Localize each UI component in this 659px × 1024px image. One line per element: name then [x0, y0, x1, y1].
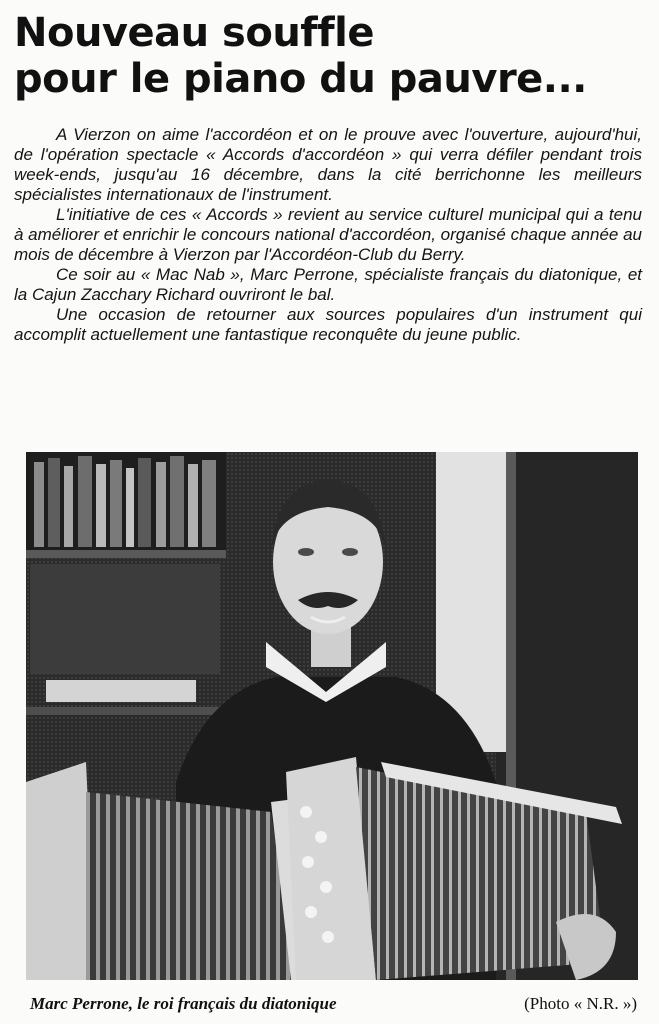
- headline-line-2: pour le piano du pauvre...: [14, 56, 587, 102]
- article-body: [14, 125, 642, 345]
- photo-caption: Marc Perrone, le roi français du diatonique: [30, 994, 337, 1013]
- article-paragraph: Ce soir au « Mac Nab », Marc Perrone, spécialiste français du diatonique, et la Cajun Zacchary Richard ouvriront le bal.: [14, 265, 642, 304]
- press-photo: [26, 452, 638, 980]
- headline-line-1: Nouveau souffle: [14, 10, 374, 56]
- article-paragraph: A Vierzon on aime l'accordéon et on le prouve avec l'ouverture, aujourd'hui, de l'opération spectacle « Accords d'accordéon » qui verra défiler pendant trois week-ends, jusqu'au 16 décembre, dans la cité berrichonne les meilleurs spécialistes internationaux de l'instrument.: [14, 125, 642, 204]
- headline: [14, 10, 654, 102]
- article-paragraph: Une occasion de retourner aux sources populaires d'un instrument qui accomplit actuellement une fantastique reconquête du jeune public.: [14, 305, 642, 344]
- article-paragraph: L'initiative de ces « Accords » revient au service culturel municipal qui a tenu à améliorer et enrichir le concours national d'accordéon, organisé chaque année au mois de décembre à Vierzon par l'Accordéon-Club du Berry.: [14, 205, 642, 264]
- accordionist-photo-illustration: [26, 452, 638, 980]
- photo-credit: (Photo « N.R. »): [524, 994, 637, 1013]
